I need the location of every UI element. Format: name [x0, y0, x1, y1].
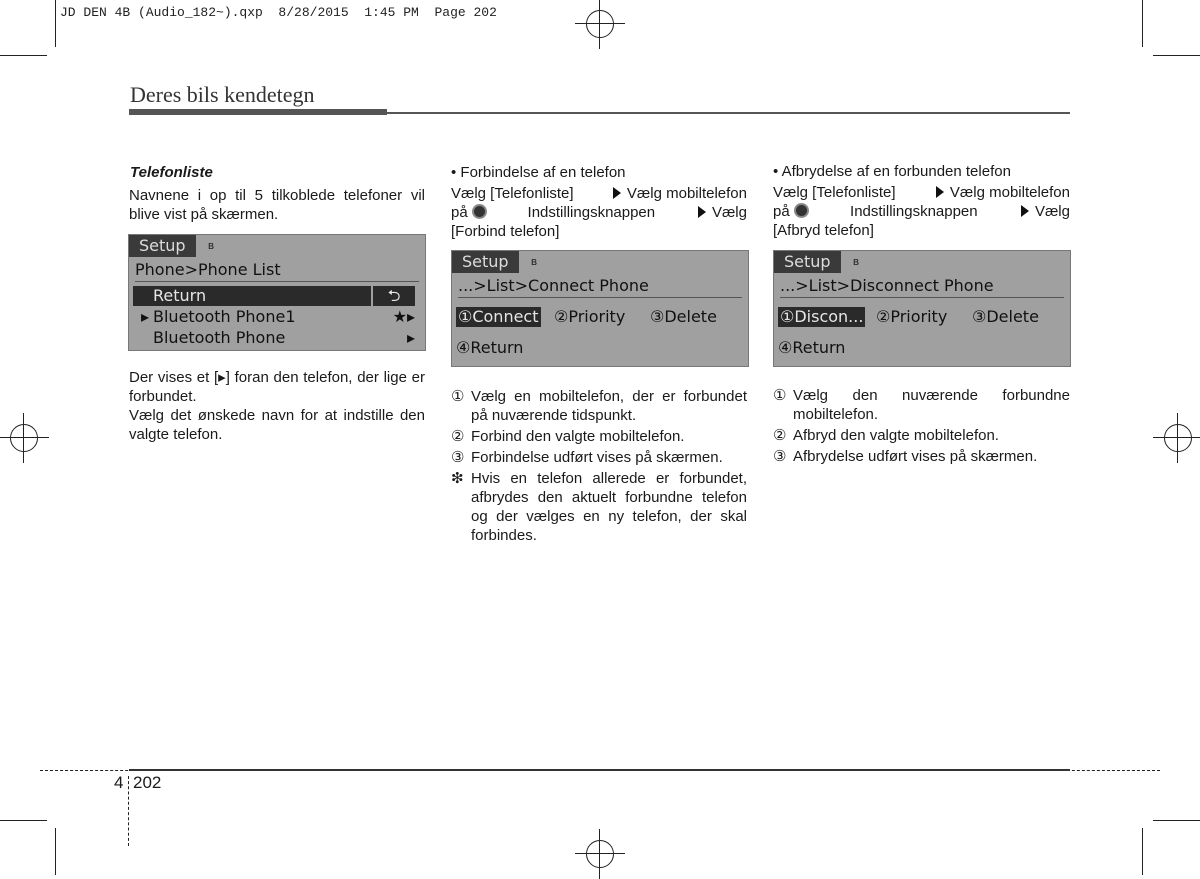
list-text: Hvis en telefon allerede er forbundet, afbrydes den aktuelt forbundne telefon og der vælges en ny telefon, der skal forbindes.: [471, 470, 747, 544]
instr-on: på: [451, 204, 468, 221]
screen-row-phone2[interactable]: Bluetooth Phone: [153, 328, 286, 347]
bluetooth-icon: ʙ: [852, 255, 860, 268]
screen-tab-setup: Setup: [774, 251, 841, 273]
list-item: [773, 386, 1070, 424]
screen-divider: [135, 281, 419, 282]
list-marker: ②: [773, 427, 787, 444]
registration-mark: [1164, 424, 1192, 452]
crop-mark: [1142, 828, 1143, 875]
footer-divider: [128, 776, 129, 846]
screen-row-phone1[interactable]: Bluetooth Phone1: [153, 307, 296, 326]
list-item: [451, 427, 747, 446]
header-rule: [129, 109, 387, 115]
col3-instructions: [773, 183, 1070, 240]
col1-heading: Telefonliste: [130, 164, 213, 181]
page-number: 202: [133, 773, 162, 792]
connect-phone-screen: [451, 250, 749, 367]
screen-divider: [780, 297, 1064, 298]
option-return[interactable]: ④Return: [456, 338, 524, 357]
arrow-icon: [613, 187, 621, 199]
chapter-number: 4: [114, 773, 124, 792]
option-delete[interactable]: ③Delete: [650, 307, 717, 326]
disconnect-phone-screen: [773, 250, 1071, 367]
instr-on: på: [773, 203, 790, 220]
screen-path: Phone>Phone List: [135, 260, 281, 279]
crop-mark: [55, 828, 56, 875]
arrow-icon: [698, 206, 706, 218]
list-item: [773, 426, 1070, 445]
col2-list: [451, 387, 747, 545]
crop-mark: [0, 55, 47, 56]
header-rule-thin: [387, 112, 1070, 114]
list-text: Afbryd den valgte mobiltelefon.: [793, 427, 999, 444]
instr-select: Vælg: [711, 204, 747, 221]
option-delete[interactable]: ③Delete: [972, 307, 1039, 326]
instr-select-phone: Vælg mobiltelefon: [949, 184, 1070, 201]
list-item: [451, 387, 747, 425]
instr-knob: Indstillingsknappen: [850, 203, 978, 220]
list-marker: ③: [451, 449, 465, 466]
screen-path: ...>List>Disconnect Phone: [780, 276, 994, 295]
instr-select-list: Vælg [Telefonliste]: [451, 185, 574, 202]
option-priority[interactable]: ②Priority: [554, 307, 626, 326]
crop-mark: [1153, 820, 1200, 821]
list-text: Afbrydelse udført vises på skærmen.: [793, 448, 1038, 465]
favorite-star-icon: ★▸: [392, 307, 415, 326]
instr-connect-phone: [Forbind telefon]: [451, 223, 560, 240]
instr-select: Vælg: [1034, 203, 1070, 220]
list-marker: ②: [451, 428, 465, 445]
crop-mark: [1153, 55, 1200, 56]
instr-select-phone: Vælg mobiltelefon: [626, 185, 747, 202]
note-marker: ❇: [451, 470, 464, 487]
instr-select-list: Vælg [Telefonliste]: [773, 184, 896, 201]
option-connect[interactable]: ①Connect: [458, 307, 539, 326]
settings-knob-icon: [794, 203, 809, 218]
list-text: Vælg den nuværende forbundne mobiltelefon.: [793, 387, 1070, 423]
list-marker: ③: [773, 448, 787, 465]
col2-instructions: [451, 184, 747, 241]
arrow-icon: [936, 186, 944, 198]
return-icon[interactable]: ⮌: [373, 286, 415, 306]
list-text: Vælg en mobiltelefon, der er forbundet på nuværende tidspunkt.: [471, 388, 747, 424]
list-text: Forbind den valgte mobiltelefon.: [471, 428, 685, 445]
col2-bullet: • Forbindelse af en telefon: [451, 164, 626, 181]
arrow-icon: [1021, 205, 1029, 217]
instr-knob: Indstillingsknappen: [527, 204, 656, 221]
print-header: JD DEN 4B (Audio_182~).qxp 8/28/2015 1:45 PM Page 202: [60, 5, 497, 20]
screen-divider: [458, 297, 742, 298]
screen-tab-setup: Setup: [129, 235, 196, 257]
bluetooth-icon: ʙ: [207, 239, 215, 252]
list-marker: ①: [451, 388, 465, 405]
crop-mark: [0, 820, 47, 821]
option-return[interactable]: ④Return: [778, 338, 846, 357]
registration-mark: [10, 424, 38, 452]
option-priority[interactable]: ②Priority: [876, 307, 948, 326]
list-item: [773, 447, 1070, 466]
chevron-right-icon: ▸: [406, 328, 415, 347]
screen-row-return[interactable]: Return: [133, 286, 371, 306]
col3-list: [773, 386, 1070, 466]
crop-mark: [55, 0, 56, 47]
screen-tab-setup: Setup: [452, 251, 519, 273]
phone-list-screen: [128, 234, 426, 351]
connected-marker-icon: ▸: [141, 307, 150, 326]
list-item: [451, 448, 747, 467]
col1-intro: Navnene i op til 5 tilkoblede telefoner vil blive vist på skærmen.: [129, 187, 425, 223]
col1-note1: Der vises et [▸] foran den telefon, der lige er forbundet.: [129, 369, 425, 405]
section-title: Deres bils kendetegn: [130, 82, 315, 107]
list-item: [451, 469, 747, 545]
crop-mark: [1142, 0, 1143, 47]
registration-mark: [586, 840, 614, 868]
col1-note2: Vælg det ønskede navn for at indstille den valgte telefon.: [129, 407, 425, 443]
option-disconnect[interactable]: ①Discon...: [780, 307, 864, 326]
registration-mark: [586, 10, 614, 38]
bluetooth-icon: ʙ: [530, 255, 538, 268]
settings-knob-icon: [472, 204, 487, 219]
instr-disconnect-phone: [Afbryd telefon]: [773, 222, 874, 239]
list-text: Forbindelse udført vises på skærmen.: [471, 449, 723, 466]
screen-path: ...>List>Connect Phone: [458, 276, 649, 295]
list-marker: ①: [773, 387, 787, 404]
col3-bullet: • Afbrydelse af en forbunden telefon: [773, 163, 1011, 180]
footer-rule-solid: [129, 769, 1070, 771]
